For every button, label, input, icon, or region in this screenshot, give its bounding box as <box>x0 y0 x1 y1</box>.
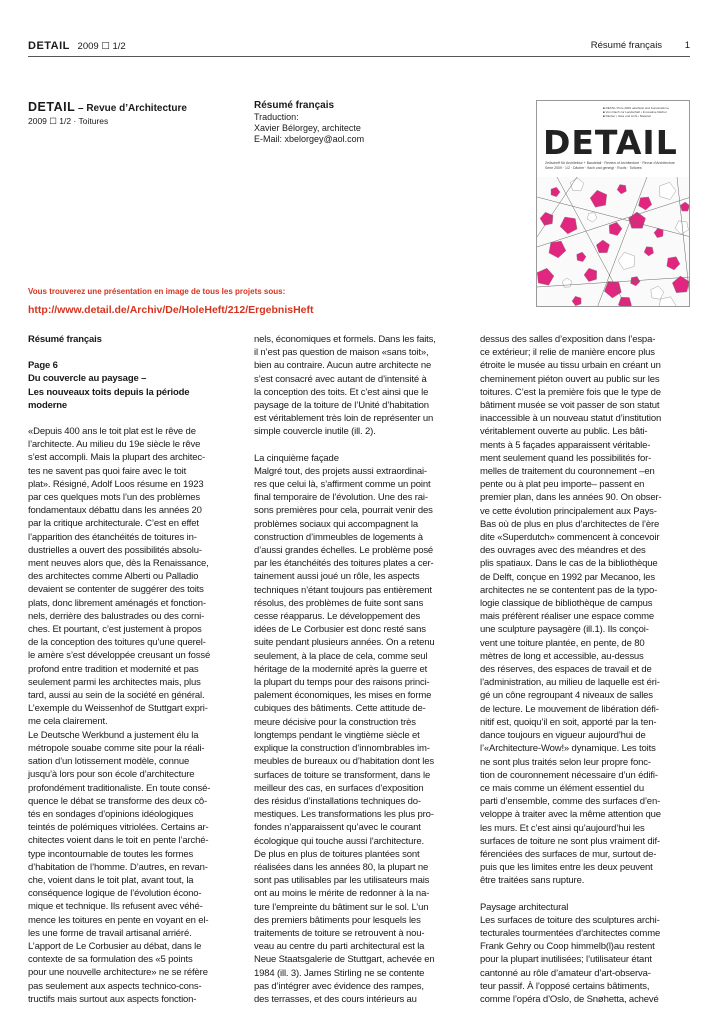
body-line: res que celui là, s’affirment comme un point <box>254 479 431 491</box>
body-line: il n’est pas question de maison «sans toit», <box>254 347 429 359</box>
body-line: tion de couronnement nécessaire d’un édifi- <box>480 769 658 781</box>
body-line: de Delft, conçue en 1992 par Mecanoo, les <box>480 571 655 583</box>
body-line: teur passif. À l’opposé certains bâtiments, <box>480 980 650 992</box>
body-line: final temporaire de l’évolution. Une des rai- <box>254 492 428 504</box>
body-line: l’architecte. Au milieu du 19e siècle le rêve <box>28 439 201 451</box>
masthead-logo: DETAIL <box>28 100 76 114</box>
body-line: pour une nouvelle architecture» ne se réfère <box>28 967 208 979</box>
column-2-body-b <box>254 465 454 1006</box>
body-line: idées de Le Corbusier est donc resté sans <box>254 624 426 636</box>
body-line: traitements de toiture se retrouvent à nou- <box>254 927 425 939</box>
body-line: une sculpture paysagère (ill.1). Ils conçoi- <box>480 624 649 636</box>
translation-credit <box>254 100 474 145</box>
body-line: construction d’immeubles de logements à <box>254 531 423 543</box>
translation-label: Traduction: <box>254 112 299 122</box>
body-line: écologique qui touche aussi l’architecture. <box>254 835 424 847</box>
cover-line: ■ Dächer • Glas und Licht • Material <box>603 114 651 118</box>
translator-name: Xavier Bélorgey, architecte <box>254 123 361 133</box>
cover-line: ■ DETAIL Prize 2009 »Esthetic and Konstruktion« <box>603 106 670 110</box>
cover-sub-line: Zeitschrift für Architektur + Baudetail · Review of Architecture · Revue d’Architecture <box>545 161 675 165</box>
body-line: seulement parmi les architectes mais, plus <box>28 676 201 688</box>
body-line: devaient se contenter de suggérer des toits <box>28 584 204 596</box>
body-line: comme l’opéra d’Oslo, de Snøhetta, achevé <box>480 993 659 1005</box>
masthead <box>28 100 238 127</box>
column-1 <box>28 333 228 1006</box>
body-line: nels, derrière des balustrades ou des corni- <box>28 610 205 622</box>
body-line: l’administration, au milieu de laquelle est éri- <box>480 677 660 689</box>
body-line: Neue Staatsgalerie de Stuttgart, achevée en <box>254 954 435 966</box>
body-line: «Depuis 400 ans le toit plat est le rêve de <box>28 426 196 438</box>
cover-subtitle <box>545 161 685 171</box>
masthead-title <box>28 100 238 114</box>
body-line: ve cette évolution principalement aux Pays- <box>480 505 657 517</box>
page-header <box>28 40 690 54</box>
body-line: premier plan, dans les années 90. On obser- <box>480 492 662 504</box>
body-line: d’habitation de l’homme. D’autres, en revan- <box>28 861 208 873</box>
body-line: cantonné au rôle d’amateur d’art-observa- <box>480 967 651 979</box>
body-line: gé un cône regroupant 4 niveaux de salles <box>480 690 653 702</box>
body-line: profondément traditionaliste. En toute consé- <box>28 782 211 794</box>
body-line: toitures. C’est la première fois que le type de <box>480 386 661 398</box>
body-line: suite pendant plusieurs années. On a retenu <box>254 637 435 649</box>
body-line: teintés de polémiques vitriolées. Certains ar- <box>28 822 209 834</box>
column-3 <box>480 333 680 1006</box>
body-line: ments à 5 façades apparaissent véritable- <box>480 439 651 451</box>
body-line: tard, aussi au sein de la société en général. <box>28 690 205 702</box>
body-line: vent une toiture plantée, en pente, de 80 <box>480 637 645 649</box>
body-line: plat». Résigné, Adolf Loos résume en 1923 <box>28 478 204 490</box>
masthead-subtitle: – Revue d’Architecture <box>75 103 187 114</box>
body-line: 1984 (ill. 3). James Stirling ne se contente <box>254 967 425 979</box>
body-line: bien au contraire. Aucun autre architecte ne <box>254 360 432 372</box>
body-line: conséquence logique de l’évolution écono- <box>28 888 202 900</box>
body-line: paysage de la toiture de l’Unité d’habitation <box>254 400 429 412</box>
body-line: tés en sondages d’opinions idéologiques <box>28 808 194 820</box>
body-line: Le Deutsche Werkbund a justement élu la <box>28 729 199 741</box>
body-line: tes ne savent pas quoi faire avec le toit <box>28 465 187 477</box>
body-line: plats, donc librement aménagés et fonction- <box>28 597 206 609</box>
body-line: des ouvrages avec des méandres et des <box>480 545 646 557</box>
body-line: tainement aussi joué un rôle, les aspects <box>254 571 420 583</box>
body-line: pour la plupart inutilisées; l’utilisateur étant <box>480 954 652 966</box>
column-1-body <box>28 425 228 1006</box>
body-line: des terrasses, et des cours intérieurs au <box>254 993 417 1005</box>
column-2 <box>254 333 454 1006</box>
body-line: veloppe à traiter avec la même attention que <box>480 809 661 821</box>
body-line: logie classique de bibliothèque de campus <box>480 598 653 610</box>
body-line: Bas où de plus en plus d’architectes de l’ère <box>480 518 660 530</box>
body-line: jusqu’à lors pour son école d’architecture <box>28 769 195 781</box>
body-line: des architectes comme Alberti ou Palladio <box>28 571 199 583</box>
header-logo: DETAIL <box>28 40 70 52</box>
body-line: pente ou à plat peu importe– passent en <box>480 479 645 491</box>
column-3-body-b <box>480 914 680 1006</box>
body-line: étroite le musée au tissu urbain en créant un <box>480 360 661 372</box>
section-title: Résumé français <box>28 334 102 345</box>
body-line: tructifs mais surtout aux aspects fonction- <box>28 993 197 1005</box>
body-line: métropole souabe comme site pour la réali- <box>28 742 205 754</box>
translation-heading: Résumé français <box>254 100 335 111</box>
body-line: les murs. Et c’est ainsi qu’aujourd’hui les <box>480 822 645 834</box>
promo-text: Vous trouverez une présentation en image de tous les projets sous: <box>28 287 286 296</box>
body-line: d’aussi grandes échelles. Le problème posé <box>254 545 434 557</box>
subheading: La cinquième façade <box>254 452 339 464</box>
body-line: mence les toitures en pente en voyant en el- <box>28 914 209 926</box>
body-line: ture l’empreinte du bâtiment sur le sol. L’un <box>254 901 429 913</box>
body-line: L’apport de Le Corbusier au débat, dans le <box>28 940 202 952</box>
body-line: Frank Gehry ou Coop himmelb(l)au restent <box>480 941 655 953</box>
body-line: sont pas utilisables par les utilisateurs mais <box>254 875 430 887</box>
article-title-line: Du couvercle au paysage – <box>28 373 147 385</box>
magazine-cover <box>536 100 690 307</box>
body-line: problèmes sociaux qui accompagnent la <box>254 518 418 530</box>
body-line: me cela clairement. <box>28 716 108 728</box>
body-line: ce extérieur; il relie de manière encore plus <box>480 347 655 359</box>
body-line: être traitées sans rupture. <box>480 875 585 887</box>
body-line: puis que les limites entre les deux peuvent <box>480 862 653 874</box>
body-line: nitif est, quoiqu’il en soit, apporté par la ten- <box>480 716 657 728</box>
body-line: par les étanchéités des toitures plates a cer- <box>254 558 434 570</box>
cover-roof-pattern <box>537 177 690 307</box>
body-line: De plus en plus de toitures plantées sont <box>254 848 420 860</box>
body-line: la plupart du temps pour des raisons princi- <box>254 677 430 689</box>
cover-logo: DETAIL <box>543 123 678 162</box>
body-line: cesse réapparus. Le développement des <box>254 611 421 623</box>
cover-sub-line: Serie 2009 · 1/2 · Dächer · flach und geneigt · Roofs · Toitures <box>545 166 642 170</box>
body-line: techniques n’étant toujours pas entièrement <box>254 584 432 596</box>
header-section: Résumé français <box>590 40 663 51</box>
body-line: sation d’un lotissement modèle, connue <box>28 756 190 768</box>
body-line: dance toujours en vigueur aujourd’hui de <box>480 730 646 742</box>
body-line: surfaces de toiture se transforment, dans le <box>254 769 431 781</box>
body-line: dustrielles a ouvert des possibilités absolu- <box>28 544 202 556</box>
body-line: fondamentaux débattu dans les années 20 <box>28 505 202 517</box>
body-line: héritage de la modernité après la guerre et <box>254 663 428 675</box>
body-line: dessus des salles d’exposition dans l’espa- <box>480 334 656 345</box>
column-2-body-a <box>254 333 454 439</box>
body-line: ches. Et pourtant, c’est justement à propos <box>28 624 202 636</box>
header-rule <box>28 56 690 57</box>
body-line: tecturales tourmentées d’architectes comme <box>480 927 661 939</box>
body-line: s’est accompli. Mais la plupart des architec- <box>28 452 205 464</box>
body-line: meure décisive pour la construction très <box>254 716 416 728</box>
header-right <box>591 40 690 51</box>
body-line: type incontournable de toutes les formes <box>28 848 194 860</box>
body-line: seulement, à la place de cela, comme seul <box>254 650 428 662</box>
body-line: résolus, des problèmes de fuite sont sans <box>254 597 424 609</box>
body-line: parti d’ensemble, comme des surfaces d’en- <box>480 796 661 808</box>
page-number: 1 <box>684 40 690 51</box>
header-issue: 2009 ☐ 1/2 <box>77 41 126 52</box>
body-line: par ces quelques mots l’un des problèmes <box>28 492 200 504</box>
body-line: pas seulement aux aspects technico-cons- <box>28 980 202 992</box>
article-title-line: moderne <box>28 399 68 411</box>
body-line: véritablement ouverte au public. Les bâti- <box>480 426 648 438</box>
archive-link[interactable]: http://www.detail.de/Archiv/De/HoleHeft/212/ErgebnisHeft <box>28 304 314 316</box>
body-line: nels, économiques et formels. Dans les faits, <box>254 334 436 345</box>
body-line: veau au centre du parti architectural est la <box>254 941 425 953</box>
body-line: l’«Architecture-Wow!» dynamique. Les toits <box>480 743 656 755</box>
body-line: l’apparition des étanchéités de toitures in- <box>28 531 197 543</box>
body-line: est véritablement très loin de représenter un <box>254 413 434 425</box>
body-line: surfaces de toiture ne sont plus vraiment dif- <box>480 835 661 847</box>
translator-email: E-Mail: xbelorgey@aol.com <box>254 134 365 144</box>
body-line: les une forme de travail artisanal arriéré. <box>28 927 192 939</box>
body-line: férenciées des surfaces de mur, surtout de- <box>480 848 657 860</box>
body-line: quence le débat se transforme des deux cô- <box>28 795 208 807</box>
body-line: pas d’intégrer avec évidence des rampes, <box>254 980 424 992</box>
body-line: mestiques. Les transformations les plus pro- <box>254 809 434 821</box>
body-line: cubiques des bâtiments. Cette attitude de- <box>254 703 426 715</box>
body-line: par la critique architecturale. C’est en effet <box>28 518 199 530</box>
body-line: réalisées dans les années 80, la plupart ne <box>254 861 429 873</box>
body-line: de la conception des toitures qu’une querel- <box>28 637 206 649</box>
body-line: Malgré tout, des projets aussi extraordinai- <box>254 465 427 477</box>
body-line: s’est consacré avec autant de d’intensité à <box>254 373 427 385</box>
body-line: ment seulement quand les possibilités for- <box>480 452 652 464</box>
cover-top-lines <box>603 106 669 118</box>
body-line: ne sont plus traités selon leur propre fonc- <box>480 756 651 768</box>
body-line: inaccessible à un nouveau statut d’institution <box>480 413 662 425</box>
body-line: cheminement piéton ouvert au public sur les <box>480 373 660 385</box>
body-line: Les surfaces de toiture des sculptures archi- <box>480 914 660 926</box>
masthead-issue: 2009 ☐ 1/2 · Toitures <box>28 116 109 126</box>
body-line: longtemps pendant le vingtième siècle et <box>254 729 420 741</box>
body-line: des premiers bâtiments pour lesquels les <box>254 914 421 926</box>
body-line: ment neuves alors que, dès la Renaissance, <box>28 558 209 570</box>
body-line: meilleur des cas, en surfaces d’exposition <box>254 782 424 794</box>
body-line: la conception des toits. Et c’est ainsi que le <box>254 386 429 398</box>
cover-line: ■ Vom Dach zur Landschaft • Innovative Dächer <box>603 110 667 114</box>
body-line: de lecture. Le mouvement de libération défi- <box>480 703 659 715</box>
body-line: chitectes voient dans le toit en pente l’arché- <box>28 835 209 847</box>
body-line: fondes n’apparaissent qu’avec le courant <box>254 822 421 834</box>
body-line: dite «Superdutch» commencent à concevoir <box>480 532 660 544</box>
body-line: bâtiment musée se voit passer de son statut <box>480 400 660 412</box>
body-line: explique la construction d’innombrables im- <box>254 743 430 755</box>
body-line: palement économiques, les mises en forme <box>254 690 432 702</box>
body-line: ce mais comme un élément essentiel du <box>480 782 644 794</box>
body-line: L’exemple du Weissenhof de Stuttgart expri- <box>28 703 208 715</box>
body-line: sons premières pour cela, pourrait venir des <box>254 505 433 517</box>
body-line: plis spatiaux. Dans le cas de la bibliothèque <box>480 558 658 570</box>
body-line: des résidus d’installations techniques do- <box>254 795 421 807</box>
article-title-line: Les nouveaux toits depuis la période <box>28 386 190 398</box>
body-line: profond entre tradition et modernité et pas <box>28 663 199 675</box>
body-line: mais préfèrent réaliser une espace comme <box>480 611 655 623</box>
body-line: meubles de bureaux ou d’habitation dont les <box>254 756 434 768</box>
body-line: contexte de sa formulation des «5 points <box>28 954 193 966</box>
body-line: simple couvercle inutile (ill. 2). <box>254 426 376 438</box>
body-line: melles de traitement du couronnement –en <box>480 466 655 478</box>
body-line: mique et technique. Ils refusent avec véhé- <box>28 901 203 913</box>
body-line: ont au moins le mérite de redonner à la na- <box>254 888 430 900</box>
column-3-body-a <box>480 333 680 888</box>
body-line: architectes ne se contentent pas de la typo- <box>480 584 658 596</box>
body-line: le amère s’est développée creusant un fossé <box>28 650 211 662</box>
article-page: Page 6 <box>28 360 58 372</box>
body-line: mètres de long et accessible, au-dessus <box>480 650 644 662</box>
body-line: des réserves, des espaces de travail et de <box>480 664 652 676</box>
body-line: che, voient dans le toit plat, avant tout, la <box>28 874 194 886</box>
subheading: Paysage architectural <box>480 901 569 913</box>
